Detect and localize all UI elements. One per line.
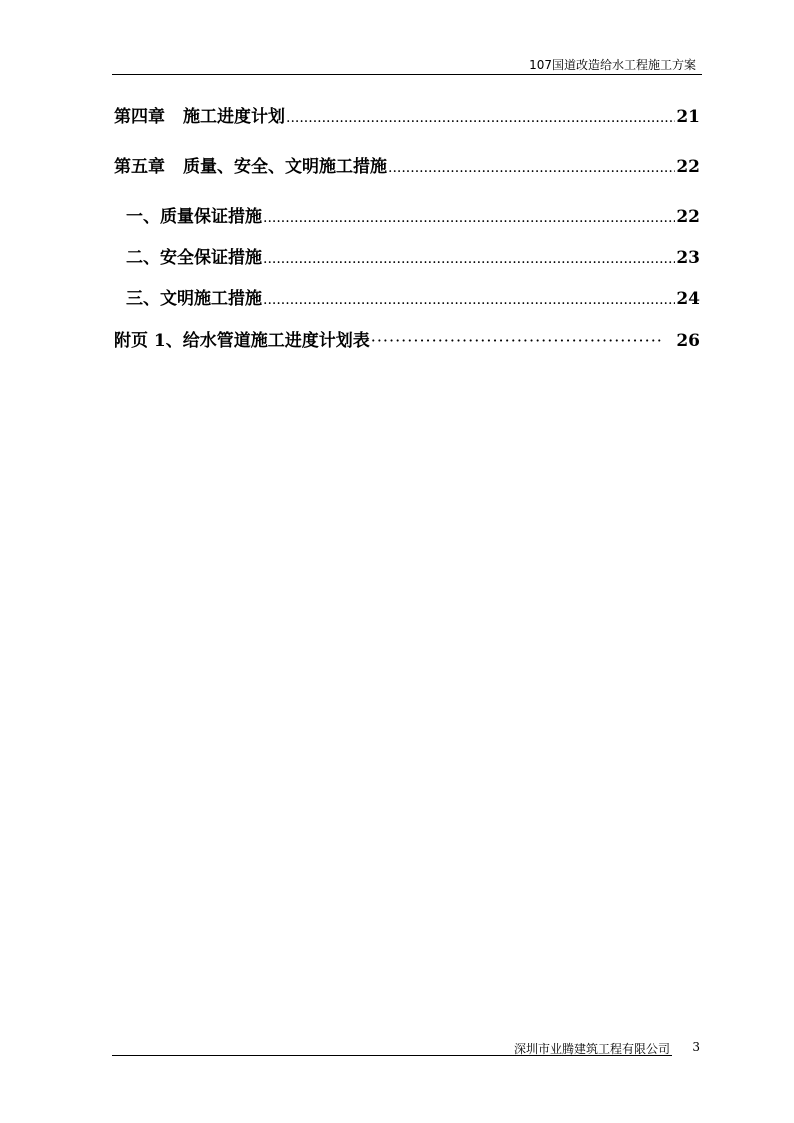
footer-page-number: 3 — [692, 1040, 700, 1054]
toc-leader-dots — [263, 292, 675, 308]
toc-page-number: 22 — [676, 207, 700, 227]
toc-chapter-title: 施工进度计划 — [183, 107, 285, 127]
toc-appendix-title: 附页 1、给水管道施工进度计划表 — [114, 331, 370, 351]
header-rule — [112, 74, 702, 75]
toc-leader-dots — [388, 160, 675, 176]
toc-page-number: 24 — [676, 289, 700, 309]
footer-rule — [112, 1055, 672, 1056]
toc-chapter-number: 第五章 — [114, 157, 165, 177]
toc-page-number: 26 — [676, 331, 700, 351]
toc-entry-chapter-4[interactable] — [114, 102, 700, 132]
toc-leader-dots — [286, 110, 675, 126]
toc-leader-dots — [371, 331, 663, 350]
toc-entry-civilized[interactable] — [114, 284, 700, 314]
toc-page-number: 23 — [676, 248, 700, 268]
toc-entry-appendix-1[interactable] — [114, 326, 700, 356]
toc-section-title: 二、安全保证措施 — [126, 248, 262, 268]
toc-section-title: 三、文明施工措施 — [126, 289, 262, 309]
toc-page-number: 22 — [676, 157, 700, 177]
toc-leader-dots — [263, 210, 675, 226]
toc-leader-dots — [263, 251, 675, 267]
toc-page-number: 21 — [676, 107, 700, 127]
toc-entry-quality[interactable] — [114, 202, 700, 232]
toc-section-title: 一、质量保证措施 — [126, 207, 262, 227]
toc-entry-safety[interactable] — [114, 243, 700, 273]
header-title: 107国道改造给水工程施工方案 — [529, 58, 696, 72]
toc-chapter-number: 第四章 — [114, 107, 165, 127]
toc-chapter-title: 质量、安全、文明施工措施 — [183, 157, 387, 177]
footer-company: 深圳市业腾建筑工程有限公司 — [513, 1042, 670, 1056]
toc-entry-chapter-5[interactable] — [114, 152, 700, 182]
